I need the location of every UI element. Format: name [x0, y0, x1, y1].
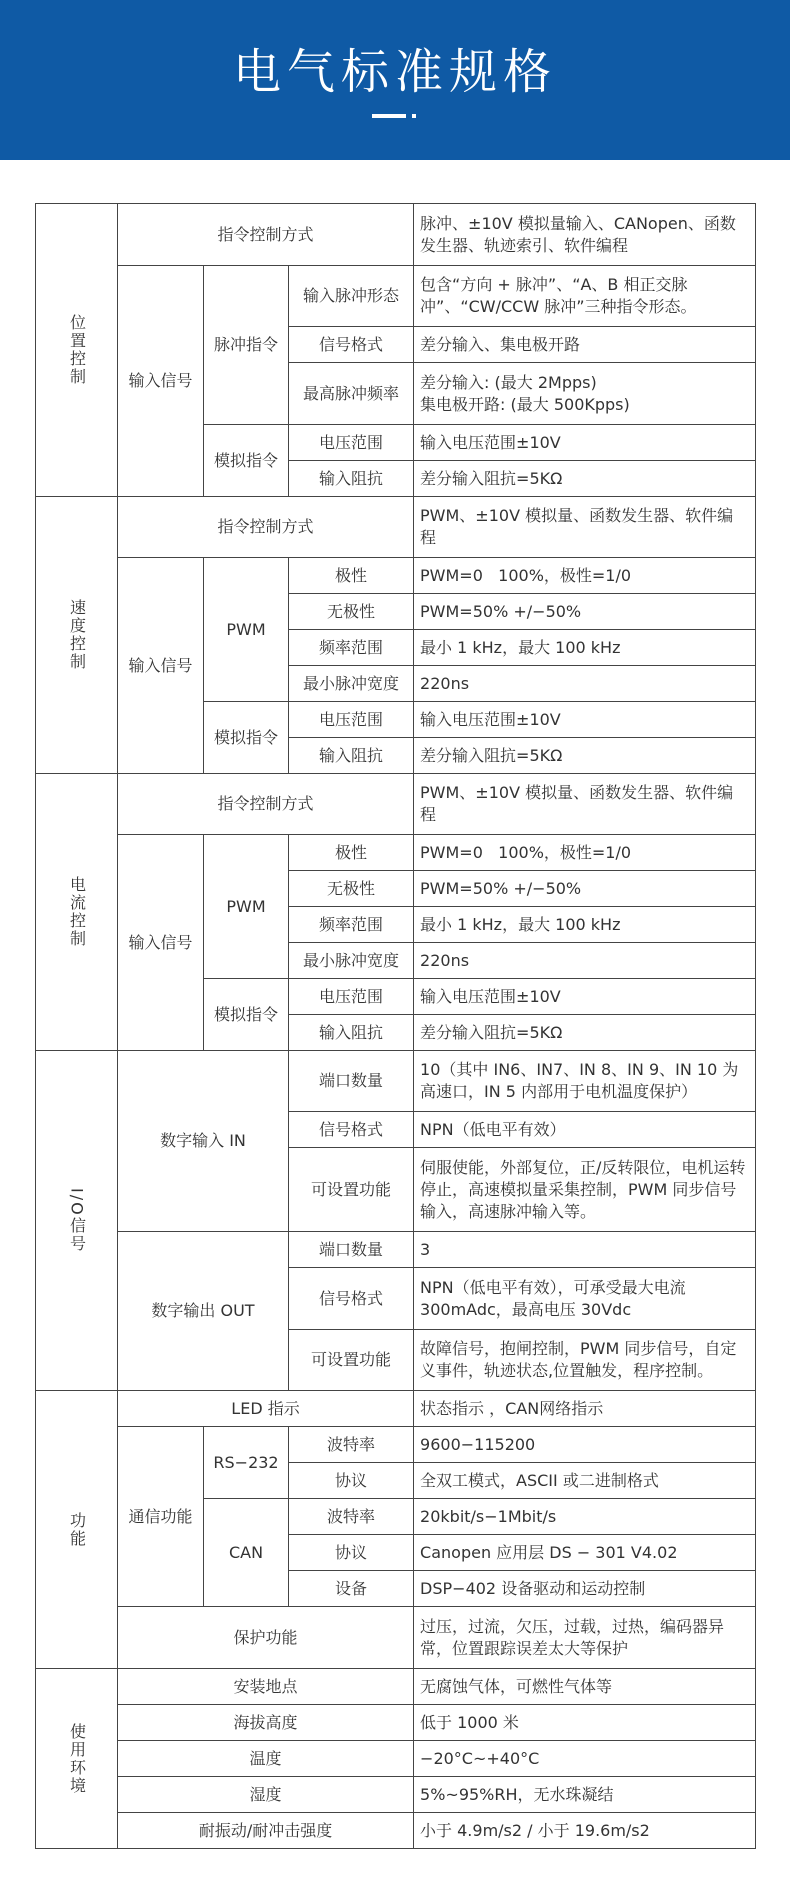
spec-label: 频率范围 — [289, 630, 414, 666]
subgroup-label: CAN — [204, 1499, 289, 1607]
spec-value: −20°C~+40°C — [414, 1741, 756, 1777]
spec-value: PWM=50% +/−50% — [414, 871, 756, 907]
table-row — [36, 497, 756, 558]
spec-value: 无腐蚀气体，可燃性气体等 — [414, 1669, 756, 1705]
spec-label: 频率范围 — [289, 907, 414, 943]
spec-label: 端口数量 — [289, 1051, 414, 1112]
spec-label: 指令控制方式 — [118, 497, 414, 558]
table-row — [36, 1705, 756, 1741]
spec-value: PWM、±10V 模拟量、函数发生器、软件编程 — [414, 497, 756, 558]
spec-label: 可设置功能 — [289, 1148, 414, 1232]
table-row — [36, 1051, 756, 1112]
table-row — [36, 1741, 756, 1777]
spec-value: 过压，过流，欠压，过载，过热，编码器异常，位置跟踪误差太大等保护 — [414, 1607, 756, 1669]
table-row — [36, 1813, 756, 1849]
spec-value: NPN（低电平有效） — [414, 1112, 756, 1148]
table-row — [36, 558, 756, 594]
spec-value: 脉冲、±10V 模拟量输入、CANopen、函数发生器、轨迹索引、软件编程 — [414, 204, 756, 266]
spec-label: 可设置功能 — [289, 1330, 414, 1391]
spec-label: 温度 — [118, 1741, 414, 1777]
spec-label: 电压范围 — [289, 979, 414, 1015]
spec-value: 输入电压范围±10V — [414, 425, 756, 461]
group-label: 输入信号 — [118, 558, 204, 774]
table-row — [36, 774, 756, 835]
spec-label: 信号格式 — [289, 1112, 414, 1148]
spec-label: 设备 — [289, 1571, 414, 1607]
spec-label: 协议 — [289, 1463, 414, 1499]
spec-value: 差分输入阻抗=5KΩ — [414, 738, 756, 774]
spec-value: PWM=50% +/−50% — [414, 594, 756, 630]
spec-label: 信号格式 — [289, 1268, 414, 1330]
spec-label: 电压范围 — [289, 702, 414, 738]
spec-value: 9600−115200 — [414, 1427, 756, 1463]
spec-label: 端口数量 — [289, 1232, 414, 1268]
page-title: 电气标准规格 — [232, 44, 557, 100]
spec-label: 指令控制方式 — [118, 774, 414, 835]
subgroup-label: 模拟指令 — [204, 702, 289, 774]
group-label: 通信功能 — [118, 1427, 204, 1607]
spec-value: 220ns — [414, 666, 756, 702]
spec-label: 协议 — [289, 1535, 414, 1571]
spec-label: 极性 — [289, 558, 414, 594]
spec-value: 最小 1 kHz，最大 100 kHz — [414, 907, 756, 943]
spec-value: 伺服使能，外部复位，正/反转限位，电机运转停止，高速模拟量采集控制，PWM 同步信号输入，高速脉冲输入等。 — [414, 1148, 756, 1232]
spec-value: PWM=0 100%，极性=1/0 — [414, 558, 756, 594]
section-speed-label: 速度控制 — [36, 497, 118, 774]
spec-value: 差分输入: (最大 2Mpps) 集电极开路: (最大 500Kpps) — [414, 363, 756, 425]
underline-bar — [372, 114, 406, 118]
group-label: 数字输入 IN — [118, 1051, 289, 1232]
table-row — [36, 266, 756, 327]
spec-label: 最高脉冲频率 — [289, 363, 414, 425]
spec-value: 5%~95%RH，无水珠凝结 — [414, 1777, 756, 1813]
spec-value: DSP−402 设备驱动和运动控制 — [414, 1571, 756, 1607]
section-environment-label: 使用环境 — [36, 1669, 118, 1849]
group-label: 输入信号 — [118, 266, 204, 497]
spec-value: 差分输入、集电极开路 — [414, 327, 756, 363]
spec-label: 无极性 — [289, 871, 414, 907]
spec-value: 最小 1 kHz，最大 100 kHz — [414, 630, 756, 666]
table-row — [36, 1669, 756, 1705]
spec-value: PWM、±10V 模拟量、函数发生器、软件编程 — [414, 774, 756, 835]
spec-label: 输入脉冲形态 — [289, 266, 414, 327]
spec-label: 指令控制方式 — [118, 204, 414, 266]
section-io-label: I/O信号 — [36, 1051, 118, 1391]
subgroup-label: PWM — [204, 558, 289, 702]
spec-value: 20kbit/s−1Mbit/s — [414, 1499, 756, 1535]
table-row — [36, 1777, 756, 1813]
underline-dot — [412, 114, 416, 118]
spec-label: 安装地点 — [118, 1669, 414, 1705]
spec-label: 耐振动/耐冲击强度 — [118, 1813, 414, 1849]
spec-label: 波特率 — [289, 1427, 414, 1463]
spec-value: 3 — [414, 1232, 756, 1268]
spec-value: 差分输入阻抗=5KΩ — [414, 1015, 756, 1051]
subgroup-label: 模拟指令 — [204, 979, 289, 1051]
spec-label: LED 指示 — [118, 1391, 414, 1427]
subgroup-label: PWM — [204, 835, 289, 979]
spec-label: 信号格式 — [289, 327, 414, 363]
title-underline-decoration — [372, 114, 418, 118]
table-row — [36, 1427, 756, 1463]
spec-value: NPN（低电平有效），可承受最大电流 300mAdc，最高电压 30Vdc — [414, 1268, 756, 1330]
table-row — [36, 1391, 756, 1427]
spec-value: Canopen 应用层 DS − 301 V4.02 — [414, 1535, 756, 1571]
spec-value: 状态指示 ，CAN网络指示 — [414, 1391, 756, 1427]
spec-label: 电压范围 — [289, 425, 414, 461]
subgroup-label: 脉冲指令 — [204, 266, 289, 425]
spec-value: PWM=0 100%，极性=1/0 — [414, 835, 756, 871]
subgroup-label: RS−232 — [204, 1427, 289, 1499]
table-row — [36, 835, 756, 871]
spec-value: 输入电压范围±10V — [414, 702, 756, 738]
spec-value: 故障信号，抱闸控制，PWM 同步信号，自定义事件，轨迹状态,位置触发，程序控制。 — [414, 1330, 756, 1391]
group-label: 数字输出 OUT — [118, 1232, 289, 1391]
subgroup-label: 模拟指令 — [204, 425, 289, 497]
group-label: 输入信号 — [118, 835, 204, 1051]
spec-label: 最小脉冲宽度 — [289, 666, 414, 702]
spec-value: 10（其中 IN6、IN7、IN 8、IN 9、IN 10 为高速口，IN 5 内部用于电机温度保护） — [414, 1051, 756, 1112]
section-function-label: 功能 — [36, 1391, 118, 1669]
spec-label: 海拔高度 — [118, 1705, 414, 1741]
spec-label: 最小脉冲宽度 — [289, 943, 414, 979]
spec-label: 极性 — [289, 835, 414, 871]
spec-value: 220ns — [414, 943, 756, 979]
spec-label: 输入阻抗 — [289, 461, 414, 497]
spec-label: 波特率 — [289, 1499, 414, 1535]
spec-table — [35, 203, 756, 1849]
spec-value: 低于 1000 米 — [414, 1705, 756, 1741]
spec-value: 全双工模式，ASCII 或二进制格式 — [414, 1463, 756, 1499]
spec-label: 湿度 — [118, 1777, 414, 1813]
section-current-label: 电流控制 — [36, 774, 118, 1051]
spec-label: 输入阻抗 — [289, 1015, 414, 1051]
spec-label: 无极性 — [289, 594, 414, 630]
spec-value: 包含“方向 + 脉冲”、“A、B 相正交脉冲”、“CW/CCW 脉冲”三种指令形态。 — [414, 266, 756, 327]
spec-value: 小于 4.9m/s2 / 小于 19.6m/s2 — [414, 1813, 756, 1849]
spec-label: 输入阻抗 — [289, 738, 414, 774]
spec-value: 差分输入阻抗=5KΩ — [414, 461, 756, 497]
spec-value: 输入电压范围±10V — [414, 979, 756, 1015]
table-row — [36, 204, 756, 266]
table-row — [36, 1232, 756, 1268]
table-row — [36, 1607, 756, 1669]
spec-label: 保护功能 — [118, 1607, 414, 1669]
header-banner — [0, 0, 790, 160]
section-position-label: 位置控制 — [36, 204, 118, 497]
